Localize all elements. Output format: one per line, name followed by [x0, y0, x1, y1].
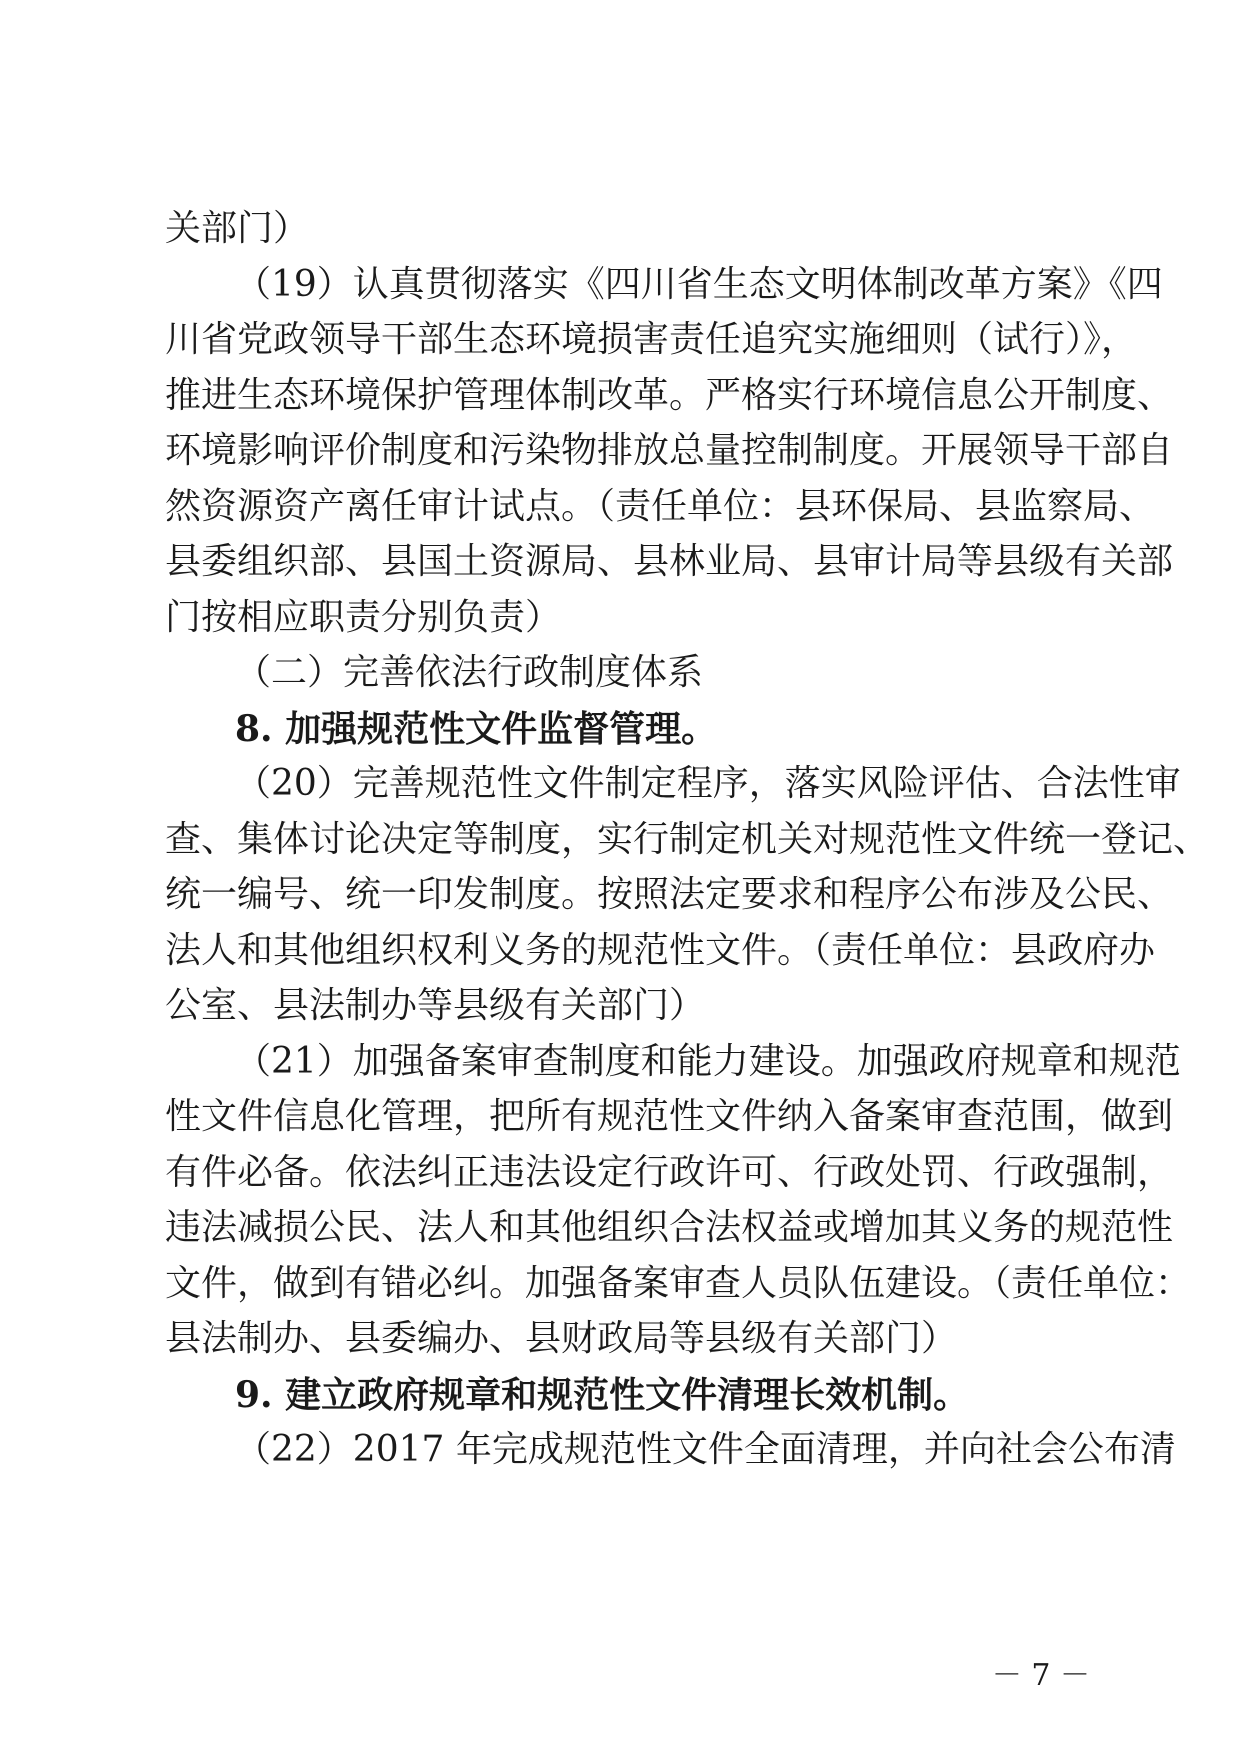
text-line: 环境影响评价制度和污染物排放总量控制制度。开展领导干部自	[165, 430, 1174, 471]
text-line: 性文件信息化管理，把所有规范性文件纳入备案审查范围，做到	[165, 1096, 1174, 1137]
text-line: （19）认真贯彻落实《四川省生态文明体制改革方案》《四	[235, 264, 1163, 305]
text-line: 统一编号、统一印发制度。按照法定要求和程序公布涉及公民、	[165, 874, 1174, 915]
text-line: （20）完善规范性文件制定程序，落实风险评估、合法性审	[235, 763, 1181, 804]
text-line: 川省党政领导干部生态环境损害责任追究实施细则（试行）》，	[165, 319, 1138, 360]
text-line: 法人和其他组织权利义务的规范性文件。（责任单位：县政府办	[165, 930, 1156, 971]
text-line: 违法减损公民、法人和其他组织合法权益或增加其义务的规范性	[165, 1207, 1174, 1248]
section-heading: （二）完善依法行政制度体系	[235, 652, 704, 693]
text-line: 门按相应职责分别负责）	[165, 597, 562, 638]
item-heading: 9. 建立政府规章和规范性文件清理长效机制。	[235, 1374, 970, 1416]
text-line: 关部门）	[165, 208, 310, 249]
text-line: （21）加强备案审查制度和能力建设。加强政府规章和规范	[235, 1041, 1181, 1082]
text-line: 文件，做到有错必纠。加强备案审查人员队伍建设。（责任单位：	[165, 1263, 1192, 1304]
text-line: 县法制办、县委编办、县财政局等县级有关部门）	[165, 1318, 958, 1359]
text-line: 推进生态环境保护管理体制改革。严格实行环境信息公开制度、	[165, 375, 1174, 416]
text-line: 县委组织部、县国土资源局、县林业局、县审计局等县级有关部	[165, 541, 1174, 582]
text-line: 公室、县法制办等县级有关部门）	[165, 985, 706, 1026]
text-line: 然资源资产离任审计试点。（责任单位：县环保局、县监察局、	[165, 486, 1156, 527]
item-heading: 8. 加强规范性文件监督管理。	[235, 708, 718, 750]
text-line: 查、集体讨论决定等制度，实行制定机关对规范性文件统一登记、	[165, 819, 1210, 860]
page-number: － 7 －	[991, 1658, 1090, 1693]
text-line: （22）2017 年完成规范性文件全面清理，并向社会公布清	[235, 1429, 1176, 1470]
text-line: 有件必备。依法纠正违法设定行政许可、行政处罚、行政强制，	[165, 1152, 1174, 1193]
